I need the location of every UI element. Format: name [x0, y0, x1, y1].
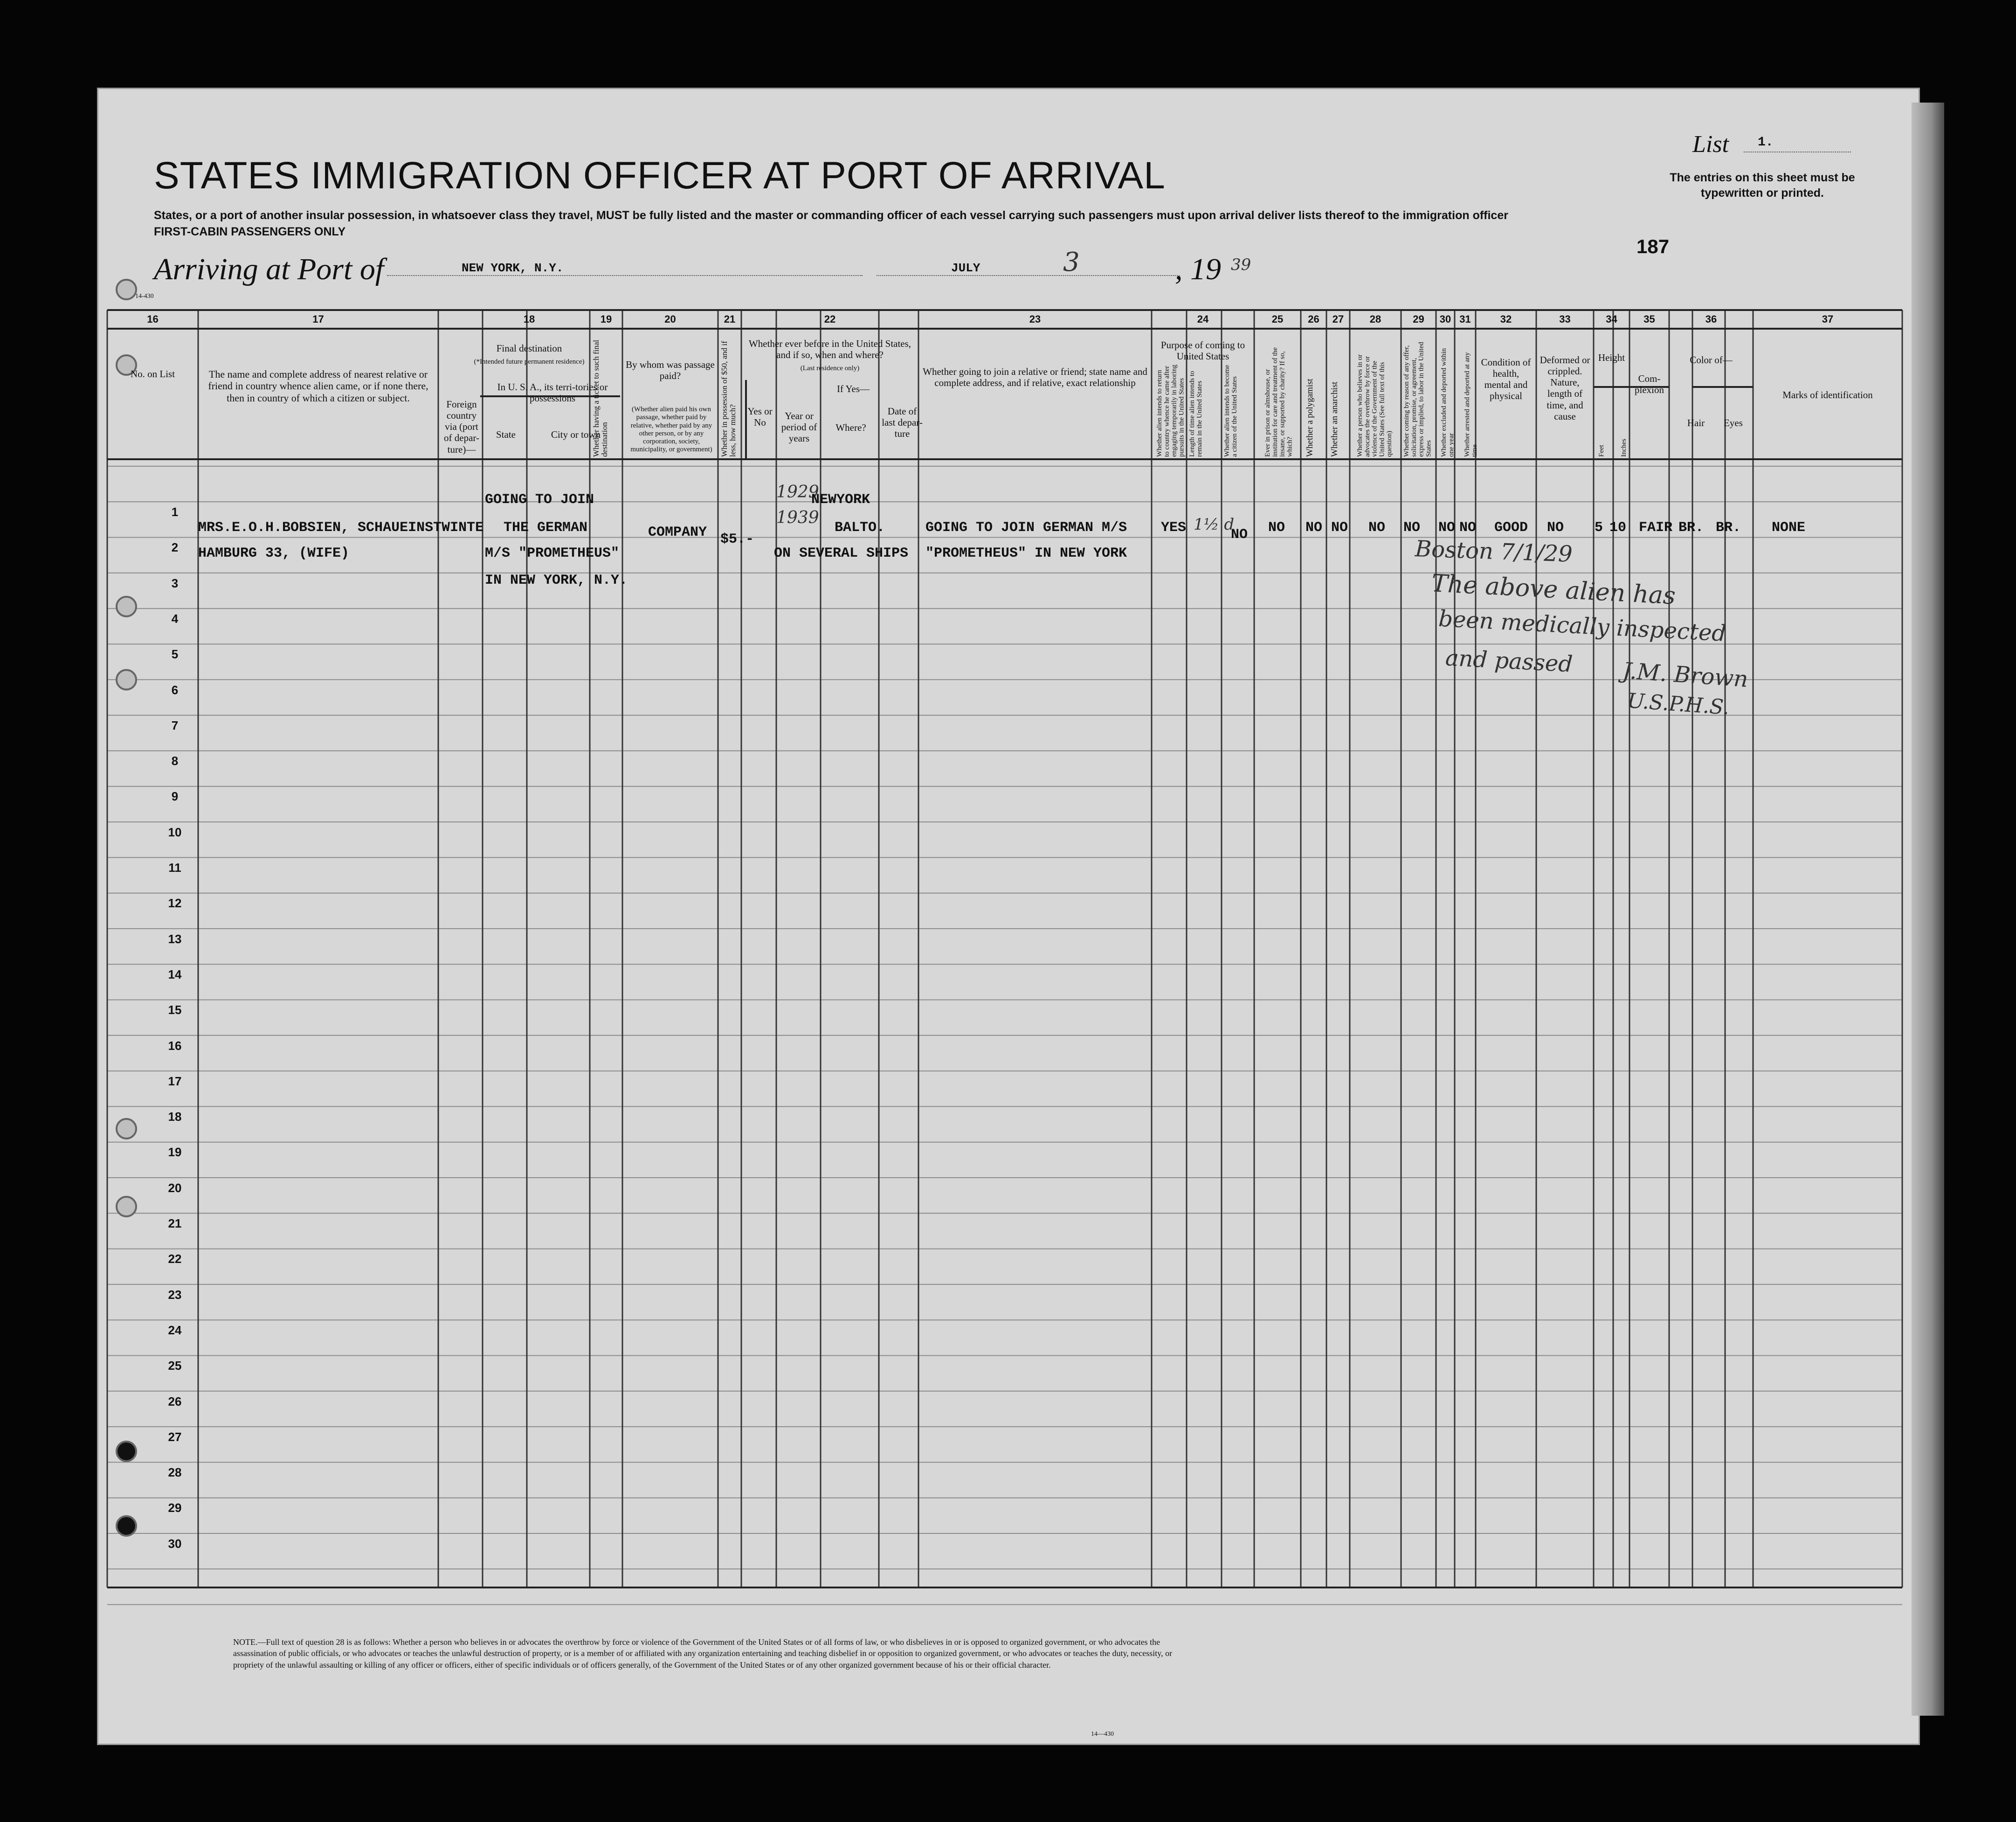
column-number: 31 — [1459, 313, 1471, 325]
col29-value: NO — [1403, 520, 1421, 536]
column-number: 23 — [1029, 313, 1041, 325]
col22-where1: NEWYORK — [811, 492, 870, 508]
column-header: No. on List — [130, 368, 175, 380]
row-number: 29 — [168, 1501, 182, 1515]
col36-hair: BR. — [1678, 520, 1704, 536]
col33-value: NO — [1547, 520, 1564, 536]
row-number: 3 — [171, 576, 179, 590]
col30-value: NO — [1438, 520, 1456, 536]
row-number: 16 — [168, 1038, 182, 1053]
row-number: 11 — [168, 861, 181, 875]
column-header: Marks of identification — [1782, 389, 1873, 400]
col26-value: NO — [1305, 520, 1323, 536]
if-yes-subheader: If Yes— — [836, 383, 870, 394]
year-prefix: , 19 — [1175, 252, 1221, 286]
row-number: 2 — [171, 540, 179, 555]
col24-citizen: NO — [1231, 527, 1248, 543]
row-number: 24 — [168, 1323, 182, 1337]
col27-value: NO — [1331, 520, 1348, 536]
where-subheader: Where? — [835, 422, 866, 433]
row-number: 8 — [171, 754, 179, 768]
column-number: 20 — [664, 313, 676, 325]
col23-line1: GOING TO JOIN GERMAN M/S — [925, 520, 1127, 536]
column-number: 24 — [1197, 313, 1209, 325]
col32-value: GOOD — [1494, 520, 1528, 536]
col22-year2: 1939 — [776, 508, 819, 527]
col18-line2: M/S "PROMETHEUS" — [485, 545, 620, 561]
list-value: 1. — [1758, 135, 1774, 150]
col17-line1: MRS.E.O.H.BOBSIEN, SCHAUEINSTWINTE — [198, 520, 484, 536]
column-subnote: (Whether alien paid his own passage, whether paid by relative, whether paid by any other person, or by any corporation, society, municipality, or government) — [630, 406, 712, 454]
column-number: 28 — [1369, 313, 1381, 325]
col18-line0: GOING TO JOIN — [485, 492, 594, 508]
col27-header: Whether an anarchist — [1330, 381, 1339, 457]
col31-header: Whether arrested and deported at any time — [1464, 352, 1478, 457]
punch-hole — [116, 669, 137, 690]
col34-feet: 5 — [1595, 520, 1603, 536]
form-code: 14-430 — [135, 293, 154, 300]
column-number: 30 — [1439, 313, 1451, 325]
column-number: 26 — [1308, 313, 1319, 325]
col24-time: 1½ d — [1194, 515, 1235, 534]
row-number: 5 — [171, 647, 179, 662]
col20-value: COMPANY — [648, 525, 707, 540]
row-number: 30 — [168, 1536, 182, 1551]
handwritten-line2: The above alien has — [1430, 569, 1677, 610]
col30-header: Whether excluded and deported within one year — [1440, 348, 1455, 457]
column-number: 18 — [523, 313, 535, 325]
footer-note: NOTE.—Full text of question 28 is as follows: Whether a person who believes in or advocates the overthrow by force or violence of the Government of the United States or of all forms of law, or who disbelieves in or is opposed to organized government, or who advocates the assassination of public officials, or who advocates or teaches the unlawful destruction of property, or is a member of or affiliated with any organization entertaining and teaching disbelief in or opposition to organized government, or who advocates or teaches the duty, necessity, or propriety of the unlawful assaulting or killing of any officer or officers, either of specific individuals or of officers generally, of the Government of the United States or of any other organized government because of his or their official character. — [233, 1637, 1173, 1670]
arriving-label: Arriving at Port of — [154, 252, 384, 286]
sheet-number: 187 — [1636, 235, 1670, 257]
row-number: 25 — [168, 1359, 182, 1373]
punch-hole — [116, 1441, 137, 1462]
row-number: 18 — [168, 1110, 182, 1124]
column-number: 33 — [1559, 313, 1571, 325]
row-number: 23 — [168, 1287, 182, 1302]
column-header: Whether ever before in the United States, and if so, when and where? — [748, 338, 911, 361]
year-suffix: 39 — [1231, 255, 1251, 274]
city-subheader: City or town — [551, 429, 601, 440]
row-number: 9 — [171, 789, 179, 804]
row-number: 15 — [168, 1003, 182, 1017]
feet-subheader: Feet — [1598, 445, 1605, 457]
page-title: STATES IMMIGRATION OFFICER AT PORT OF ARRIVAL — [154, 154, 1166, 197]
row-number: 26 — [168, 1394, 182, 1408]
typewritten-note: The entries on this sheet must be typewritten or printed. — [1670, 171, 1855, 200]
row-number: 27 — [168, 1429, 182, 1444]
column-number: 16 — [147, 313, 159, 325]
column-number: 27 — [1332, 313, 1344, 325]
col18-line3: IN NEW YORK, N.Y. — [485, 573, 628, 588]
col24c-header: Whether alien intends to become a citizen of the United States — [1223, 365, 1238, 457]
column-header: Whether going to join a relative or friend; state name and complete address, and if relative, exact relationship — [923, 366, 1147, 389]
col37-value: NONE — [1772, 520, 1806, 536]
state-subheader: State — [496, 429, 516, 440]
row-number: 4 — [171, 611, 179, 626]
punch-hole — [116, 1118, 137, 1139]
col22-where2: BALTO. — [835, 520, 885, 536]
col21-header: Whether in possession of $50, and if less, how much? — [720, 341, 737, 457]
col24a-header: Whether alien intends to return to country whence he came after engaging temporarily in laboring pursuits in the United States — [1156, 365, 1186, 457]
column-header: Condition of health, mental and physical — [1481, 357, 1531, 402]
row-number: 10 — [168, 825, 182, 839]
col29-header: Whether coming by reason of any offer, solicitation, promise, or agreement, express or implied, to labor in the United States — [1403, 342, 1433, 457]
yes-no-subheader: Yes or No — [747, 406, 773, 428]
column-number: 35 — [1643, 313, 1655, 325]
punch-hole — [116, 596, 137, 617]
row-number: 7 — [171, 718, 179, 732]
handwritten-line1: Boston 7/1/29 — [1415, 536, 1573, 567]
punch-hole — [116, 279, 137, 300]
row-number: 28 — [168, 1465, 182, 1480]
instructions-text: States, or a port of another insular possession, in whatsoever class they travel, MUST be fully listed and the master or commanding officer of each vessel carrying such passengers must upon arrival deliver lists thereof to the immigration officer — [154, 209, 1508, 222]
column-number: 19 — [600, 313, 612, 325]
col31-value: NO — [1459, 520, 1477, 536]
punch-hole — [116, 1196, 137, 1217]
row-number: 12 — [168, 896, 182, 911]
col23-line2: "PROMETHEUS" IN NEW YORK — [925, 545, 1127, 561]
column-number: 17 — [312, 313, 324, 325]
row-number: 17 — [168, 1074, 182, 1088]
foreign-country-subheader: Foreign country via (port of depar-ture)— — [444, 399, 479, 455]
column-number: 22 — [824, 313, 836, 325]
in-usa-subheader: In U. S. A., its terri-tories or possessions — [497, 381, 608, 404]
port-value: NEW YORK, N.Y. — [462, 261, 564, 275]
day-value: 3 — [1063, 247, 1080, 277]
list-label: List — [1692, 131, 1729, 158]
col19-header: Whether having a ticket to such final destination — [592, 339, 609, 457]
column-header: By whom was passage paid? — [626, 359, 715, 382]
column-number: 37 — [1822, 313, 1834, 325]
row-number: 20 — [168, 1180, 182, 1195]
column-header: Deformed or crippled. Nature, length of time, and cause — [1540, 354, 1590, 422]
col18-line1: THE GERMAN — [504, 520, 588, 536]
col17-line2: HAMBURG 33, (WIFE) — [198, 545, 350, 561]
col24-value: YES — [1161, 520, 1187, 536]
column-header: Height — [1598, 352, 1625, 363]
col24b-header: Length of time alien intends to remain in the United States — [1188, 371, 1203, 457]
column-header: Final destination — [496, 343, 562, 354]
year-subheader: Year or period of years — [781, 410, 817, 444]
col28-header: Whether a person who believes in or advocates the overthrow by force or violence of the Government of the United States (See full text of this question) — [1356, 354, 1393, 457]
row-number: 21 — [168, 1216, 182, 1230]
column-number: 21 — [724, 313, 736, 325]
col26-header: Whether a polygamist — [1305, 379, 1315, 457]
row-number: 1 — [171, 505, 179, 519]
punch-hole — [116, 1515, 137, 1537]
handwritten-agency: U.S.P.H.S. — [1626, 689, 1730, 720]
first-cabin-label: FIRST-CABIN PASSENGERS ONLY — [154, 225, 346, 238]
column-number: 25 — [1271, 313, 1284, 325]
column-subnote: (*Intended future permanent residence) — [474, 358, 585, 366]
col34-inches: 10 — [1609, 520, 1627, 536]
handwritten-signature: J.M. Brown — [1622, 657, 1749, 693]
handwritten-line3: been medically inspected — [1437, 605, 1727, 647]
col25-header: Ever in prison or almshouse, or institution for care and treatment of the insane, or supported by charity? If so, which? — [1264, 347, 1294, 457]
col28-value: NO — [1368, 520, 1386, 536]
row-number: 14 — [168, 967, 182, 981]
col36-eyes: BR. — [1716, 520, 1741, 536]
column-number: 32 — [1500, 313, 1512, 325]
column-number: 29 — [1413, 313, 1424, 325]
col21-value: $5.- — [720, 531, 754, 547]
col25-value: NO — [1268, 520, 1285, 536]
inches-subheader: Inches — [1620, 438, 1628, 457]
col22-year1: 1929 — [776, 483, 819, 502]
column-header: The name and complete address of nearest relative or friend in country whence alien came, or if none there, then in country of which a citizen or subject. — [208, 368, 428, 404]
port-underline — [387, 275, 863, 276]
col35-value: FAIR — [1639, 520, 1673, 536]
footer-code: 14—430 — [1091, 1731, 1114, 1738]
row-number: 6 — [171, 683, 179, 697]
hair-subheader: Hair — [1687, 417, 1705, 428]
column-header: Purpose of coming to United States — [1160, 339, 1245, 362]
column-header: Com-plexion — [1635, 373, 1664, 396]
row-number: 13 — [168, 932, 182, 946]
column-number: 36 — [1705, 313, 1717, 325]
eyes-subheader: Eyes — [1724, 417, 1743, 428]
row-number: 22 — [168, 1252, 182, 1266]
handwritten-line4: and passed — [1444, 644, 1574, 678]
column-header: Color of— — [1690, 354, 1733, 366]
date-underline — [877, 275, 1180, 276]
row-number: 19 — [168, 1145, 182, 1159]
col22-line3: ON SEVERAL SHIPS — [774, 545, 909, 561]
column-subnote: (Last residence only) — [800, 365, 860, 372]
month-value: JULY — [951, 261, 980, 275]
column-number: 34 — [1606, 313, 1617, 325]
date-departure-subheader: Date of last depar-ture — [882, 406, 923, 440]
